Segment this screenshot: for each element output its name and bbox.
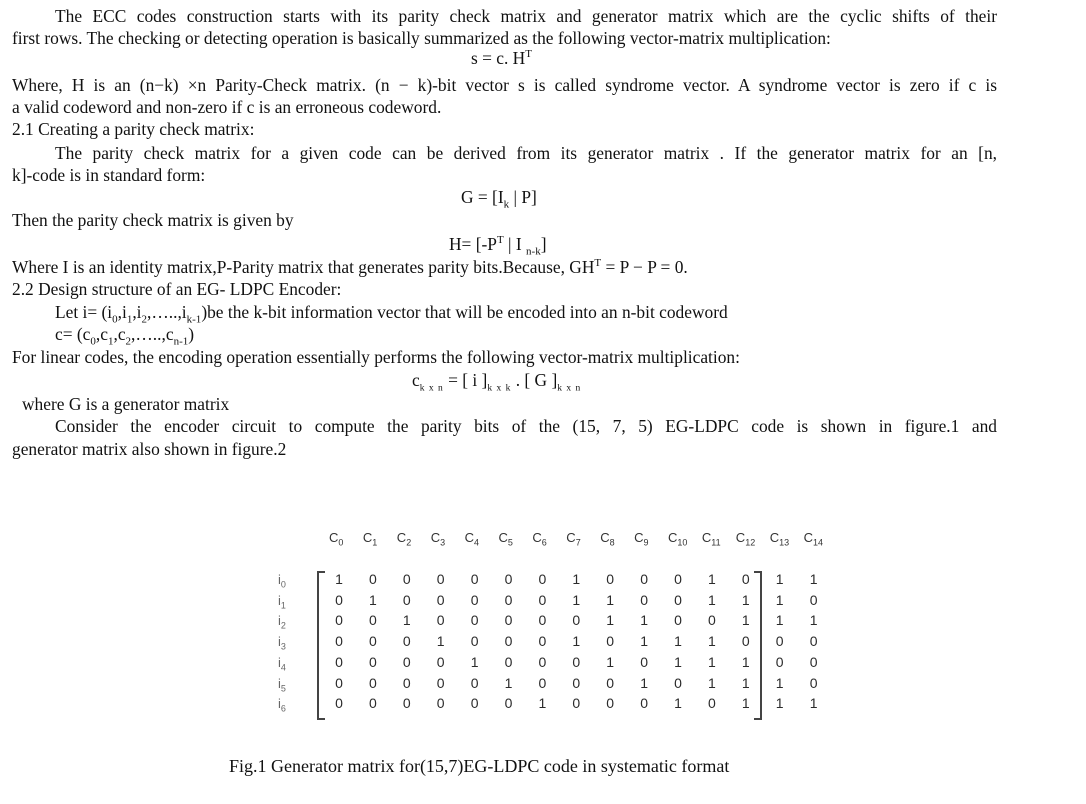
section-heading-2-2: 2.2 Design structure of an EG- LDPC Encoder: [12, 279, 342, 299]
row-label: $i_4$ [278, 654, 286, 673]
matrix-cell: 0 [809, 653, 818, 670]
equation-h: $H= [-P^T$ | I $_{n-k}$] [449, 234, 547, 258]
matrix-cell: 0 [674, 591, 682, 608]
row-label: $i_3$ [278, 634, 286, 652]
matrix-cell: 0 [809, 591, 818, 608]
matrix-cell: 0 [707, 612, 716, 629]
matrix-cell: 0 [538, 674, 547, 691]
matrix-cell: 1 [640, 612, 648, 629]
matrix-cell: 1 [674, 653, 682, 670]
matrix-cell: 1 [707, 633, 716, 650]
section-heading-2-1: 2.1 Creating a parity check matrix: [12, 119, 255, 139]
matrix-cell: 0 [504, 653, 513, 670]
paragraph-intro-line1: The ECC codes construction starts with its parity check matrix and generator matrix which are the cyclic shifts of their [55, 6, 997, 26]
column-header: $C_7$ [566, 530, 581, 548]
matrix-cell: 0 [775, 653, 784, 670]
matrix-cell: 0 [335, 612, 343, 629]
matrix-cell: 0 [504, 695, 513, 712]
matrix-cell: 0 [538, 653, 547, 670]
matrix-cell: 0 [470, 571, 479, 587]
matrix-cell: 0 [436, 695, 445, 712]
figure-caption: Fig.1 Generator matrix for(15,7)EG-LDPC code in systematic format [229, 756, 730, 776]
matrix-cell: 0 [606, 695, 615, 712]
matrix-cell: 0 [538, 633, 547, 650]
matrix-cell: 0 [368, 633, 377, 650]
paragraph-where-g: where G is a generator matrix [22, 394, 230, 414]
equation-syndrome: s = c. $H^T$ [471, 48, 532, 68]
matrix-cell: 1 [741, 674, 750, 691]
matrix-cell: 0 [809, 633, 818, 650]
paragraph-where-h-line1: Where, H is an (n−k) ×n Parity-Check matrix. (n − k)-bit vector s is called syndrome vector. A syndrome vector is zero if c is [12, 75, 997, 95]
matrix-cell: 1 [335, 571, 343, 587]
matrix-cell: 0 [368, 674, 377, 691]
matrix-cell: 0 [741, 571, 750, 587]
matrix-cell: 0 [775, 633, 784, 650]
matrix-cell: 0 [335, 653, 343, 670]
matrix-cell: 0 [436, 571, 445, 587]
matrix-cell: 0 [470, 591, 479, 608]
matrix-cell: 0 [402, 653, 411, 670]
matrix-cell: 0 [402, 591, 411, 608]
matrix-cell: 0 [368, 653, 377, 670]
matrix-cell: 0 [809, 674, 818, 691]
matrix-cell: 1 [640, 674, 648, 691]
matrix-cell: 1 [640, 633, 648, 650]
row-label: $i_5$ [278, 675, 286, 694]
matrix-cell: 0 [436, 674, 445, 691]
matrix-cell: 1 [402, 612, 411, 629]
matrix-cell: 1 [572, 633, 581, 650]
matrix-left-bracket [317, 571, 325, 720]
matrix-cell: 0 [402, 633, 411, 650]
column-header: $C_3$ [430, 530, 446, 548]
matrix-cell: 0 [504, 612, 513, 629]
row-label: $i_6$ [278, 696, 286, 714]
paragraph-identity: Where I is an identity matrix,P-Parity matrix that generates parity bits.Because, $GH^T = P - P = 0$. [12, 257, 688, 277]
matrix-cell: 0 [335, 591, 343, 608]
equation-encoding: $c_{k x n}$ = [ i ]$_{k x k}$ . [ G ]$_{k x n}$ [412, 370, 582, 394]
matrix-cell: 0 [335, 674, 343, 691]
matrix-cell: 0 [436, 653, 445, 670]
matrix-cell: 1 [707, 591, 716, 608]
matrix-cell: 0 [640, 591, 648, 608]
matrix-cell: 1 [572, 591, 581, 608]
matrix-cell: 0 [674, 612, 682, 629]
matrix-cell: 1 [606, 591, 615, 608]
matrix-cell: 0 [402, 571, 411, 587]
row-label: $i_0$ [278, 572, 286, 590]
column-header: $C_2$ [396, 530, 412, 548]
matrix-cell: 1 [368, 591, 377, 608]
matrix-cell: 0 [335, 695, 343, 712]
paragraph-info-vector: Let $i= (i_0,i_1,i_2,\dots..,i_{k-1})be$ the k-bit information vector that will be encoded into an n-bit codeword [55, 302, 728, 326]
row-label: $i_2$ [278, 613, 286, 631]
column-header: $C_4$ [464, 530, 479, 548]
matrix-cell: 1 [470, 653, 479, 670]
column-header: $C_{10}$ [668, 530, 688, 548]
matrix-cell: 0 [538, 612, 547, 629]
matrix-cell: 0 [402, 674, 411, 691]
matrix-cell: 1 [538, 695, 547, 712]
matrix-cell: 0 [707, 695, 716, 712]
column-header: $C_{12}$ [735, 530, 756, 548]
matrix-cell: 0 [470, 695, 479, 712]
matrix-cell: 0 [606, 633, 615, 650]
column-header: $C_{14}$ [803, 530, 823, 548]
matrix-cell: 1 [674, 695, 682, 712]
matrix-cell: 1 [809, 571, 818, 587]
matrix-cell: 0 [640, 653, 648, 670]
matrix-cell: 1 [741, 653, 750, 670]
matrix-cell: 1 [572, 571, 581, 587]
matrix-cell: 1 [606, 612, 615, 629]
matrix-cell: 1 [707, 674, 716, 691]
paragraph-consider-line1: Consider the encoder circuit to compute the parity bits of the (15, 7, 5) EG-LDPC code is shown in figure.1 and [55, 416, 997, 436]
paragraph-codeword-vector: $c= (c_0,c_1,c_2,\dots..,c_{n-1})$ [55, 324, 195, 348]
matrix-cell: 0 [640, 571, 648, 587]
matrix-cell: 1 [741, 591, 750, 608]
matrix-cell: 0 [368, 571, 377, 587]
matrix-cell: 1 [436, 633, 445, 650]
paragraph-intro-line2: first rows. The checking or detecting operation is basically summarized as the following vector-matrix multiplication: [12, 28, 831, 48]
matrix-cell: 1 [741, 612, 750, 629]
matrix-cell: 0 [335, 633, 343, 650]
matrix-cell: 0 [674, 571, 682, 587]
column-header: $C_8$ [600, 530, 615, 548]
column-header: $C_5$ [498, 530, 513, 548]
matrix-cell: 0 [606, 571, 615, 587]
matrix-cell: 0 [436, 612, 445, 629]
matrix-cell: 1 [809, 695, 818, 712]
row-label: $i_1$ [278, 592, 286, 611]
matrix-cell: 0 [606, 674, 615, 691]
column-header: $C_9$ [634, 530, 649, 548]
matrix-cell: 1 [775, 674, 784, 691]
matrix-cell: 0 [470, 612, 479, 629]
matrix-cell: 0 [572, 612, 581, 629]
column-header: $C_0$ [329, 530, 344, 548]
paragraph-where-h-line2: a valid codeword and non-zero if c is an erroneous codeword. [12, 97, 442, 117]
matrix-right-bracket [754, 571, 762, 720]
matrix-cell: 1 [775, 591, 784, 608]
matrix-cell: 0 [470, 633, 479, 650]
matrix-cell: 0 [504, 591, 513, 608]
matrix-cell: 0 [674, 674, 682, 691]
matrix-cell: 1 [775, 695, 784, 712]
matrix-cell: 0 [368, 695, 377, 712]
column-header: $C_1$ [362, 530, 378, 548]
matrix-cell: 0 [504, 571, 513, 587]
matrix-cell: 0 [436, 591, 445, 608]
matrix-cell: 0 [368, 612, 377, 629]
paragraph-parity-line2: k]-code is in standard form: [12, 165, 206, 185]
matrix-cell: 1 [606, 653, 615, 670]
matrix-cell: 0 [504, 633, 513, 650]
matrix-cell: 1 [775, 612, 784, 629]
matrix-cell: 0 [572, 674, 581, 691]
equation-g: $G = [I_k$ | P] [461, 187, 537, 211]
matrix-cell: 1 [775, 571, 784, 587]
paragraph-consider-line2: generator matrix also shown in figure.2 [12, 439, 287, 459]
matrix-cell: 0 [470, 674, 479, 691]
paragraph-linear-codes: For linear codes, the encoding operation essentially performs the following vector-matrix multiplication: [12, 347, 740, 367]
matrix-cell: 0 [538, 571, 547, 587]
matrix-cell: 1 [707, 653, 716, 670]
column-header: $C_{11}$ [701, 530, 721, 548]
matrix-cell: 1 [809, 612, 818, 629]
matrix-cell: 0 [572, 653, 581, 670]
matrix-cell: 1 [707, 571, 716, 587]
paragraph-parity-line1: The parity check matrix for a given code can be derived from its generator matrix . If the generator matrix for an [n, [55, 143, 997, 163]
column-header: $C_6$ [532, 530, 547, 548]
matrix-cell: 1 [741, 695, 750, 712]
matrix-cell: 0 [741, 633, 750, 650]
matrix-cell: 0 [402, 695, 411, 712]
paragraph-then: Then the parity check matrix is given by [12, 210, 294, 230]
matrix-cell: 1 [674, 633, 682, 650]
generator-matrix [270, 530, 823, 740]
matrix-cell: 0 [538, 591, 547, 608]
column-header: $C_{13}$ [769, 530, 790, 548]
matrix-cell: 1 [504, 674, 513, 691]
matrix-cell: 0 [572, 695, 581, 712]
matrix-cell: 0 [640, 695, 648, 712]
